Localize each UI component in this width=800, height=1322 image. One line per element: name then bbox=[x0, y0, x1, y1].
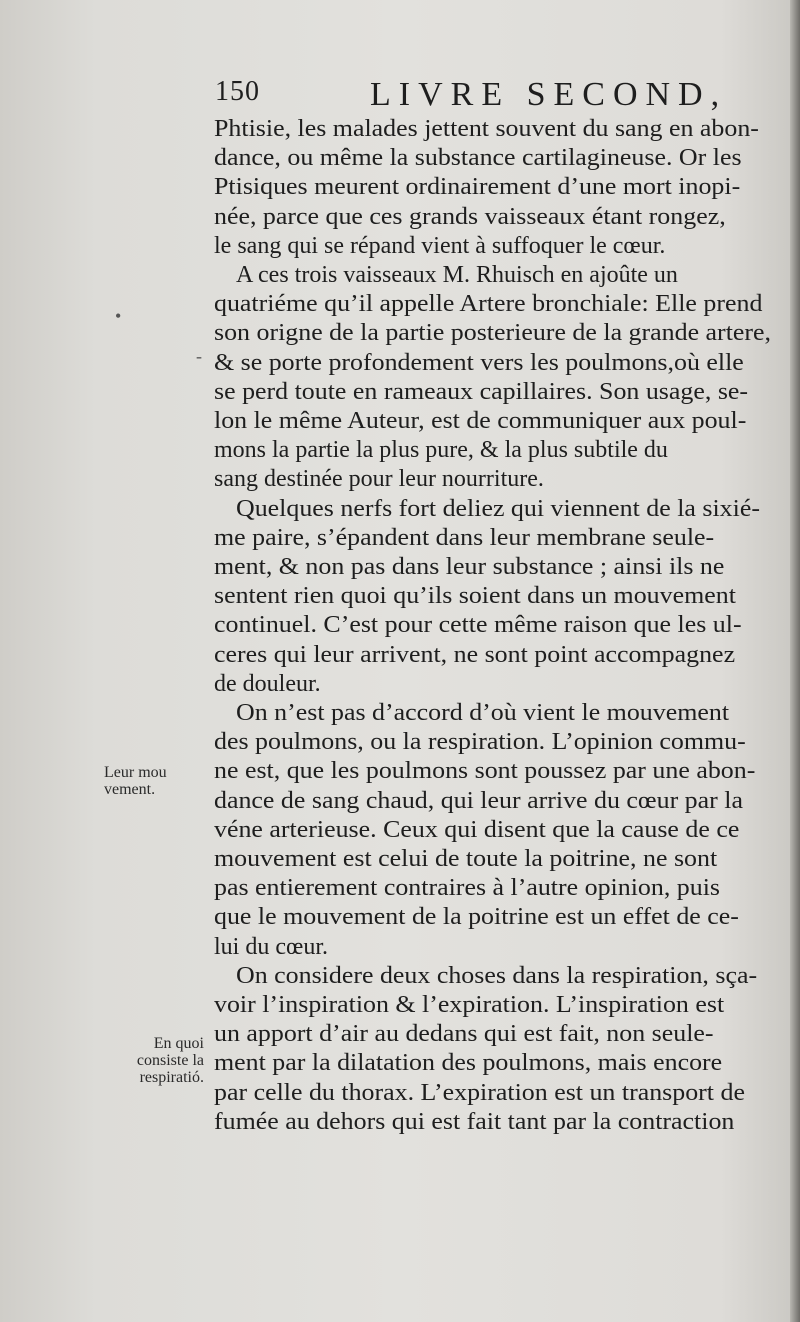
text-line: le sang qui se répand vient à suffoquer le cœur. bbox=[214, 232, 666, 259]
text-line: ne est, que les poulmons sont poussez par une abon- bbox=[214, 758, 756, 785]
text-line: quatriéme qu’il appelle Artere bronchiale: Elle prend bbox=[214, 291, 763, 318]
text-line: On n’est pas d’accord d’où vient le mouvement bbox=[236, 700, 730, 726]
text-line: se perd toute en rameaux capillaires. Son usage, se- bbox=[214, 378, 749, 405]
text-line: véne arterieuse. Ceux qui disent que la cause de ce bbox=[214, 816, 740, 843]
stray-mark: • bbox=[115, 306, 122, 326]
margin-note-movement bbox=[104, 764, 167, 798]
text-line: fumée au dehors qui est fait tant par la contraction bbox=[214, 1108, 735, 1135]
margin-note-line: respiratió. bbox=[139, 1069, 204, 1086]
text-line: un apport d’air au dedans qui est fait, non seule- bbox=[214, 1021, 714, 1048]
text-line: On considere deux choses dans la respiration, sça- bbox=[236, 962, 758, 989]
page-number: 150 bbox=[215, 76, 260, 107]
margin-note-line: En quoi bbox=[153, 1035, 204, 1052]
text-line: de douleur. bbox=[214, 670, 321, 697]
text-line: lon le même Auteur, est de communiquer aux poul- bbox=[214, 408, 747, 434]
margin-note-line: vement. bbox=[104, 781, 156, 798]
text-line: Ptisiques meurent ordinairement d’une mort inopi- bbox=[214, 174, 741, 201]
text-line: que le mouvement de la poitrine est un effet de ce- bbox=[214, 904, 739, 931]
text-line: son origne de la partie posterieure de la grande artere, bbox=[214, 320, 772, 347]
text-line: voir l’inspiration & l’expiration. L’inspiration est bbox=[214, 992, 725, 1018]
text-line: me paire, s’épandent dans leur membrane seule- bbox=[214, 524, 715, 551]
text-line: sang destinée pour leur nourriture. bbox=[214, 466, 544, 493]
running-title: LIVRE SECOND, bbox=[370, 76, 728, 113]
text-line: dance, ou même la substance cartilagineuse. Or les bbox=[214, 145, 742, 172]
text-line: sentent rien quoi qu’ils soient dans un mouvement bbox=[214, 583, 736, 610]
page-edge-shadow bbox=[790, 0, 800, 1322]
text-line: par celle du thorax. L’expiration est un transport de bbox=[214, 1079, 745, 1106]
text-line: née, parce que ces grands vaisseaux étant rongez, bbox=[214, 203, 726, 230]
text-line: ment par la dilatation des poulmons, mais encore bbox=[214, 1050, 723, 1077]
margin-note-line: Leur mou bbox=[104, 764, 167, 781]
text-line: dance de sang chaud, qui leur arrive du cœur par la bbox=[214, 787, 743, 814]
margin-note-line: consiste la bbox=[136, 1052, 204, 1069]
text-line: A ces trois vaisseaux M. Rhuisch en ajoûte un bbox=[236, 262, 678, 288]
text-line: mons la partie la plus pure, & la plus subtile du bbox=[214, 437, 668, 464]
text-line: Phtisie, les malades jettent souvent du sang en abon- bbox=[214, 116, 759, 142]
text-line: Quelques nerfs fort deliez qui viennent de la sixié- bbox=[236, 495, 760, 522]
text-line: pas entierement contraires à l’autre opinion, puis bbox=[214, 875, 720, 902]
text-line: ment, & non pas dans leur substance ; ainsi ils ne bbox=[214, 554, 725, 580]
text-line: lui du cœur. bbox=[214, 933, 328, 960]
text-line: des poulmons, ou la respiration. L’opinion commu- bbox=[214, 729, 746, 756]
text-line: continuel. C’est pour cette même raison que les ul- bbox=[214, 612, 742, 639]
text-line: & se porte profondement vers les poulmons,où elle bbox=[214, 349, 744, 376]
margin-note-respiration bbox=[104, 1035, 204, 1086]
text-line: mouvement est celui de toute la poitrine, ne sont bbox=[214, 846, 718, 872]
stray-mark: - bbox=[196, 346, 202, 366]
text-line: ceres qui leur arrivent, ne sont point accompagnez bbox=[214, 641, 736, 668]
